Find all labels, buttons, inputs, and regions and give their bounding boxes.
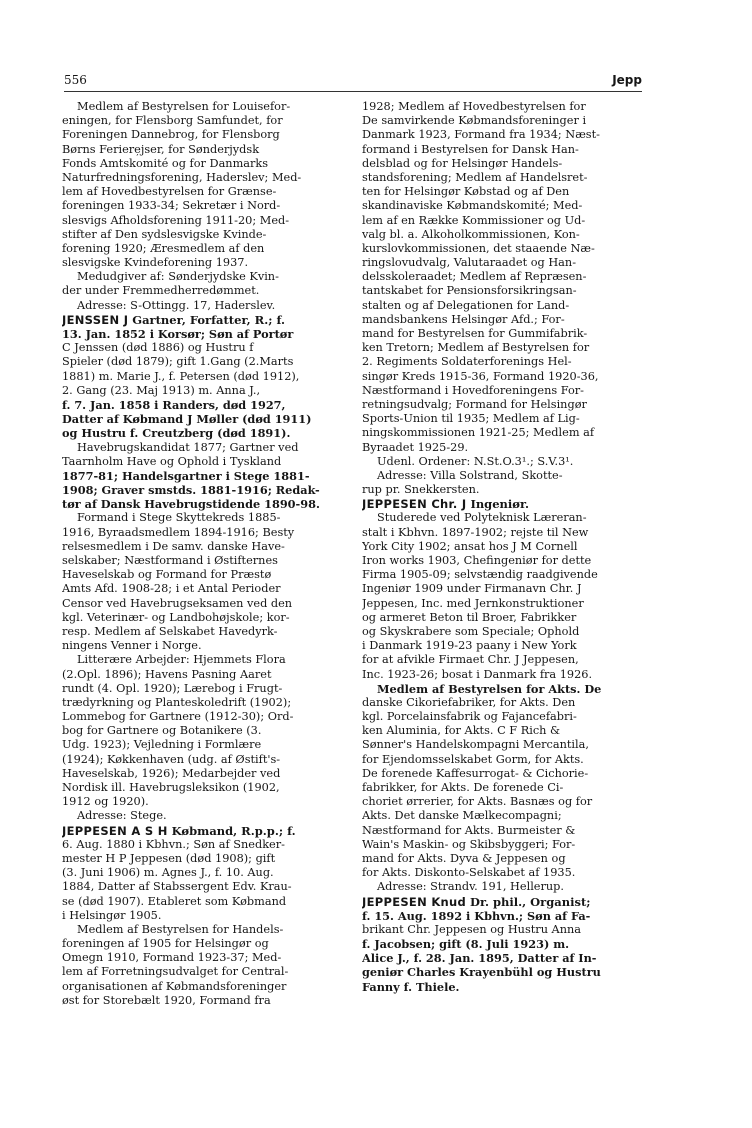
text-line: kurslovkommissionen, det staaende Næ-	[362, 241, 595, 255]
text-line: Jeppesen, Inc. med Jernkonstruktioner	[362, 596, 584, 610]
text-line: Firma 1905-09; selvstændig raadgivende	[362, 568, 598, 582]
text-line: Udenl. Ordener: N.St.O.3¹.; S.V.3¹.	[377, 454, 574, 468]
text-line: 1916, Byraadsmedlem 1894-1916; Besty	[62, 525, 295, 539]
text-line: Spieler (død 1879); gift 1.Gang (2.Marts	[62, 355, 294, 369]
text-line: Sports-Union til 1935; Medlem af Lig-	[362, 412, 580, 426]
text-line: geniør Charles Krayenbühl og Hustru	[362, 965, 601, 980]
text-line: Adresse: Villa Solstrand, Skotte-	[377, 468, 563, 482]
text-line: De forenede Kaffesurrogat- & Cichorie-	[362, 766, 589, 780]
text-line: mand for Bestyrelsen for Gummifabrik-	[362, 327, 588, 340]
text-line: ten for Helsingør Købstad og af Den	[362, 185, 570, 199]
running-head: Jepp	[612, 73, 642, 87]
text-line: foreningen 1933-34; Sekretær i Nord-	[62, 199, 281, 213]
text-line: Amts Afd. 1908-28; i et Antal Perioder	[62, 582, 281, 596]
text-line: Adresse: Stege.	[77, 809, 167, 823]
text-line: lem af Forretningsudvalget for Central-	[62, 965, 289, 979]
text-line: 6. Aug. 1880 i Kbhvn.; Søn af Snedker-	[62, 837, 285, 851]
text-line: 1884, Datter af Stabssergent Edv. Krau-	[62, 880, 292, 894]
text-line: Medlem af Bestyrelsen for Louisefor-	[77, 100, 291, 113]
text-line: skandinaviske Købmandskomité; Med-	[362, 199, 583, 213]
text-line: (3. Juni 1906) m. Agnes J., f. 10. Aug.	[62, 866, 274, 880]
entry-heading	[362, 895, 642, 909]
text-line: foreningen af 1905 for Helsingør og	[62, 937, 269, 951]
text-line: delsskoleraadet; Medlem af Repræsen-	[362, 270, 587, 284]
text-line: for at afvikle Firmaet Chr. J Jeppesen,	[362, 653, 579, 667]
text-line: 1928; Medlem af Hovedbestyrelsen for	[362, 100, 586, 113]
text-line: i Helsingør 1905.	[62, 908, 162, 922]
text-line: kgl. Veterinær- og Landbohøjskole; kor-	[62, 610, 290, 624]
text-line: Udg. 1923); Vejledning i Formlære	[62, 738, 262, 752]
text-line: 2. Gang (23. Maj 1913) m. Anna J.,	[62, 383, 261, 397]
text-line: trædyrkning og Planteskoledrift (1902);	[62, 695, 292, 709]
entry-name: JEPPESEN Knud	[362, 894, 467, 909]
left-column	[62, 100, 342, 1008]
text-line: ningens Venner i Norge.	[62, 639, 202, 653]
text-line: øst for Storebælt 1920, Formand fra	[62, 993, 271, 1007]
text-line: for Ejendomsselskabet Gorm, for Akts.	[362, 752, 584, 766]
text-line: Studerede ved Polyteknisk Læreran-	[377, 511, 587, 525]
text-line: Fanny f. Thiele.	[362, 979, 460, 994]
text-line: organisationen af Købmandsforeninger	[62, 979, 287, 993]
text-line: Taarnholm Have og Ophold i Tyskland	[62, 454, 282, 468]
text-line: rundt (4. Opl. 1920); Lærebog i Frugt-	[62, 681, 283, 695]
entry-name: JENSSEN J	[62, 312, 129, 327]
text-line: eningen, for Flensborg Samfundet, for	[62, 114, 283, 128]
text-line: Danmark 1923, Formand fra 1934; Næst-	[362, 128, 600, 142]
text-line: Akts. Det danske Mælkecompagni;	[362, 809, 562, 823]
text-line: ken Aluminia, for Akts. C F Rich &	[362, 724, 561, 738]
text-line: i Danmark 1919-23 paany i New York	[362, 639, 577, 653]
text-line: (2.Opl. 1896); Havens Pasning Aaret	[62, 667, 272, 681]
text-line: Lommebog for Gartnere (1912-30); Ord-	[62, 710, 294, 724]
text-line: resp. Medlem af Selskabet Havedyrk-	[62, 624, 278, 638]
text-line: for Akts. Diskonto-Selskabet af 1935.	[362, 866, 576, 880]
text-line: Iron works 1903, Chefingeniør for dette	[362, 554, 592, 567]
text-line: retningsudvalg; Formand for Helsingør	[362, 397, 587, 411]
entry-title: Gartner, Forfatter, R.; f.	[128, 312, 286, 327]
text-line: Sønner's Handelskompagni Mercantila,	[362, 738, 589, 752]
text-line: mand for Akts. Dyva & Jeppesen og	[362, 851, 566, 865]
text-line: Datter af Købmand J Møller (død 1911)	[62, 412, 312, 427]
text-line: Medlem af Bestyrelsen for Handels-	[77, 922, 284, 936]
entry-title: Dr. phil., Organist;	[466, 894, 591, 909]
text-line: choriet ørrerier, for Akts. Basnæs og for	[362, 795, 593, 809]
text-line: valg bl. a. Alkoholkommissionen, Kon-	[362, 227, 580, 241]
text-line: slesvigske Kvindeforening 1937.	[62, 256, 249, 270]
text-line: Byraadet 1925-29.	[362, 440, 469, 454]
text-line: danske Cikoriefabriker, for Akts. Den	[362, 695, 576, 709]
text-line: og Skyskrabere som Speciale; Ophold	[362, 624, 580, 638]
text-line: Børns Feriere̦jser, for Sønderjydsk	[62, 142, 260, 156]
text-line: Inc. 1923-26; bosat i Danmark fra 1926.	[362, 667, 593, 681]
text-line: Litterære Arbejder: Hjemmets Flora	[77, 653, 286, 667]
text-line: formand i Bestyrelsen for Dansk Han-	[362, 142, 579, 156]
text-line: Nordisk ill. Havebrugsleksikon (1902,	[62, 781, 280, 794]
text-line: standsforening; Medlem af Handelsret-	[362, 170, 588, 184]
text-line: De samvirkende Købmandsforeninger i	[362, 114, 587, 128]
text-line: 1908; Graver smstds. 1881-1916; Redak-	[62, 483, 320, 498]
text-line: selskaber; Næstformand i Østifternes	[62, 554, 278, 567]
text-line: singør Kreds 1915-36, Formand 1920-36,	[362, 369, 599, 383]
text-line: Fonds Amtskomité og for Danmarks	[62, 156, 269, 170]
text-line: og armeret Beton til Broer, Fabrikker	[362, 610, 577, 624]
text-line: Medudgiver af: Sønderjydske Kvin-	[77, 270, 279, 284]
text-line: stalt i Kbhvn. 1897-1902; rejste til New	[362, 525, 589, 539]
text-line: ken Tretorn; Medlem af Bestyrelsen for	[362, 341, 590, 355]
text-line: Omegn 1910, Formand 1923-37; Med-	[62, 951, 282, 965]
text-line: brikant Chr. Jeppesen og Hustru Anna	[362, 922, 582, 936]
text-line: Adresse: S-Ottingg. 17, Haderslev.	[77, 298, 276, 312]
text-line: delsblad og for Helsingør Handels-	[362, 156, 563, 170]
header-rule	[64, 91, 642, 92]
text-line: se (død 1907). Etableret som Købmand	[62, 894, 287, 908]
text-line: tantskabet for Pensionsforsikringsan-	[362, 284, 577, 298]
text-line: Adresse: Strandv. 191, Hellerup.	[377, 880, 564, 894]
text-line: rup pr. Snekkersten.	[362, 483, 480, 497]
right-column	[362, 100, 642, 994]
text-line: stifter af Den sydslesvigske Kvinde-	[62, 227, 267, 241]
entry-title: Købmand, R.p.p.; f.	[167, 823, 296, 838]
entry-name: JEPPESEN Chr. J	[362, 497, 467, 512]
text-line: relsesmedlem i De samv. danske Have-	[62, 539, 285, 553]
text-line: og Hustru f. Creutzberg (død 1891).	[62, 426, 291, 441]
text-line: f. Jacobsen; gift (8. Juli 1923) m.	[362, 937, 570, 952]
page-header	[64, 73, 642, 89]
text-line: Haveselskab, 1926); Medarbejder ved	[62, 766, 281, 780]
text-line: slesvigs Afholdsforening 1911-20; Med-	[62, 213, 290, 227]
text-line: Næstformand for Akts. Burmeister &	[362, 823, 576, 837]
text-line: Næstformand i Hovedforeningens For-	[362, 383, 584, 397]
text-line: ringslovudvalg, Valutaraadet og Han-	[362, 256, 577, 270]
text-line: lem af Hovedbestyrelsen for Grænse-	[62, 185, 277, 199]
text-line: C Jenssen (død 1886) og Hustru f	[62, 341, 254, 355]
text-line: Haveselskab og Formand for Præstø	[62, 568, 272, 582]
text-line: forening 1920; Æresmedlem af den	[62, 241, 265, 255]
text-line: lem af en Række Kommissioner og Ud-	[362, 213, 586, 227]
text-line: Medlem af Bestyrelsen for Akts. De	[377, 681, 602, 696]
text-line: Naturfredningsforening, Haderslev; Med-	[62, 170, 302, 184]
text-line: der under Fremmedherredømmet.	[62, 284, 260, 298]
text-line: fabrikker, for Akts. De forenede Ci-	[362, 781, 564, 794]
text-line: f. 7. Jan. 1858 i Randers, død 1927,	[62, 397, 286, 412]
text-line: f. 15. Aug. 1892 i Kbhvn.; Søn af Fa-	[362, 908, 591, 923]
text-line: Censor ved Havebrugseksamen ved den	[62, 596, 293, 610]
entry-heading	[362, 497, 642, 511]
text-line: 13. Jan. 1852 i Korsør; Søn af Portør	[62, 327, 294, 341]
text-line: Wain's Maskin- og Skibsbyggeri; For-	[362, 837, 576, 851]
text-line: ningskommissionen 1921-25; Medlem af	[362, 426, 595, 440]
text-line: tør af Dansk Havebrugstidende 1890-98.	[62, 497, 320, 512]
entry-heading	[62, 824, 342, 838]
text-line: (1924); Køkkenhaven (udg. af Østift's-	[62, 752, 281, 766]
text-line: York City 1902; ansat hos J M Cornell	[362, 539, 578, 553]
text-line: stalten og af Delegationen for Land-	[362, 298, 570, 312]
entry-title: Ingeniør.	[466, 497, 529, 512]
page-number: 556	[64, 73, 87, 87]
text-line: bog for Gartnere og Botanikere (3.	[62, 724, 262, 738]
text-line: 1912 og 1920).	[62, 795, 149, 809]
text-line: 1877-81; Handelsgartner i Stege 1881-	[62, 468, 310, 483]
text-line: mester H P Jeppesen (død 1908); gift	[62, 851, 276, 865]
text-line: Havebrugskandidat 1877; Gartner ved	[77, 440, 299, 454]
text-line: Ingeniør 1909 under Firmanavn Chr. J	[362, 582, 582, 596]
entry-name: JEPPESEN A S H	[62, 823, 168, 838]
text-line: Foreningen Dannebrog, for Flensborg	[62, 128, 280, 142]
text-line: Formand i Stege Skyttekreds 1885-	[77, 511, 281, 525]
text-line: 2. Regiments Soldaterforenings Hel-	[362, 355, 572, 369]
text-line: kgl. Porcelainsfabrik og Fajancefabri-	[362, 710, 577, 724]
entry-heading	[62, 313, 342, 327]
text-line: 1881) m. Marie J., f. Petersen (død 1912),	[62, 369, 300, 383]
text-line: Alice J., f. 28. Jan. 1895, Datter af In-	[362, 951, 597, 966]
text-line: mandsbankens Helsingør Afd.; For-	[362, 312, 565, 326]
